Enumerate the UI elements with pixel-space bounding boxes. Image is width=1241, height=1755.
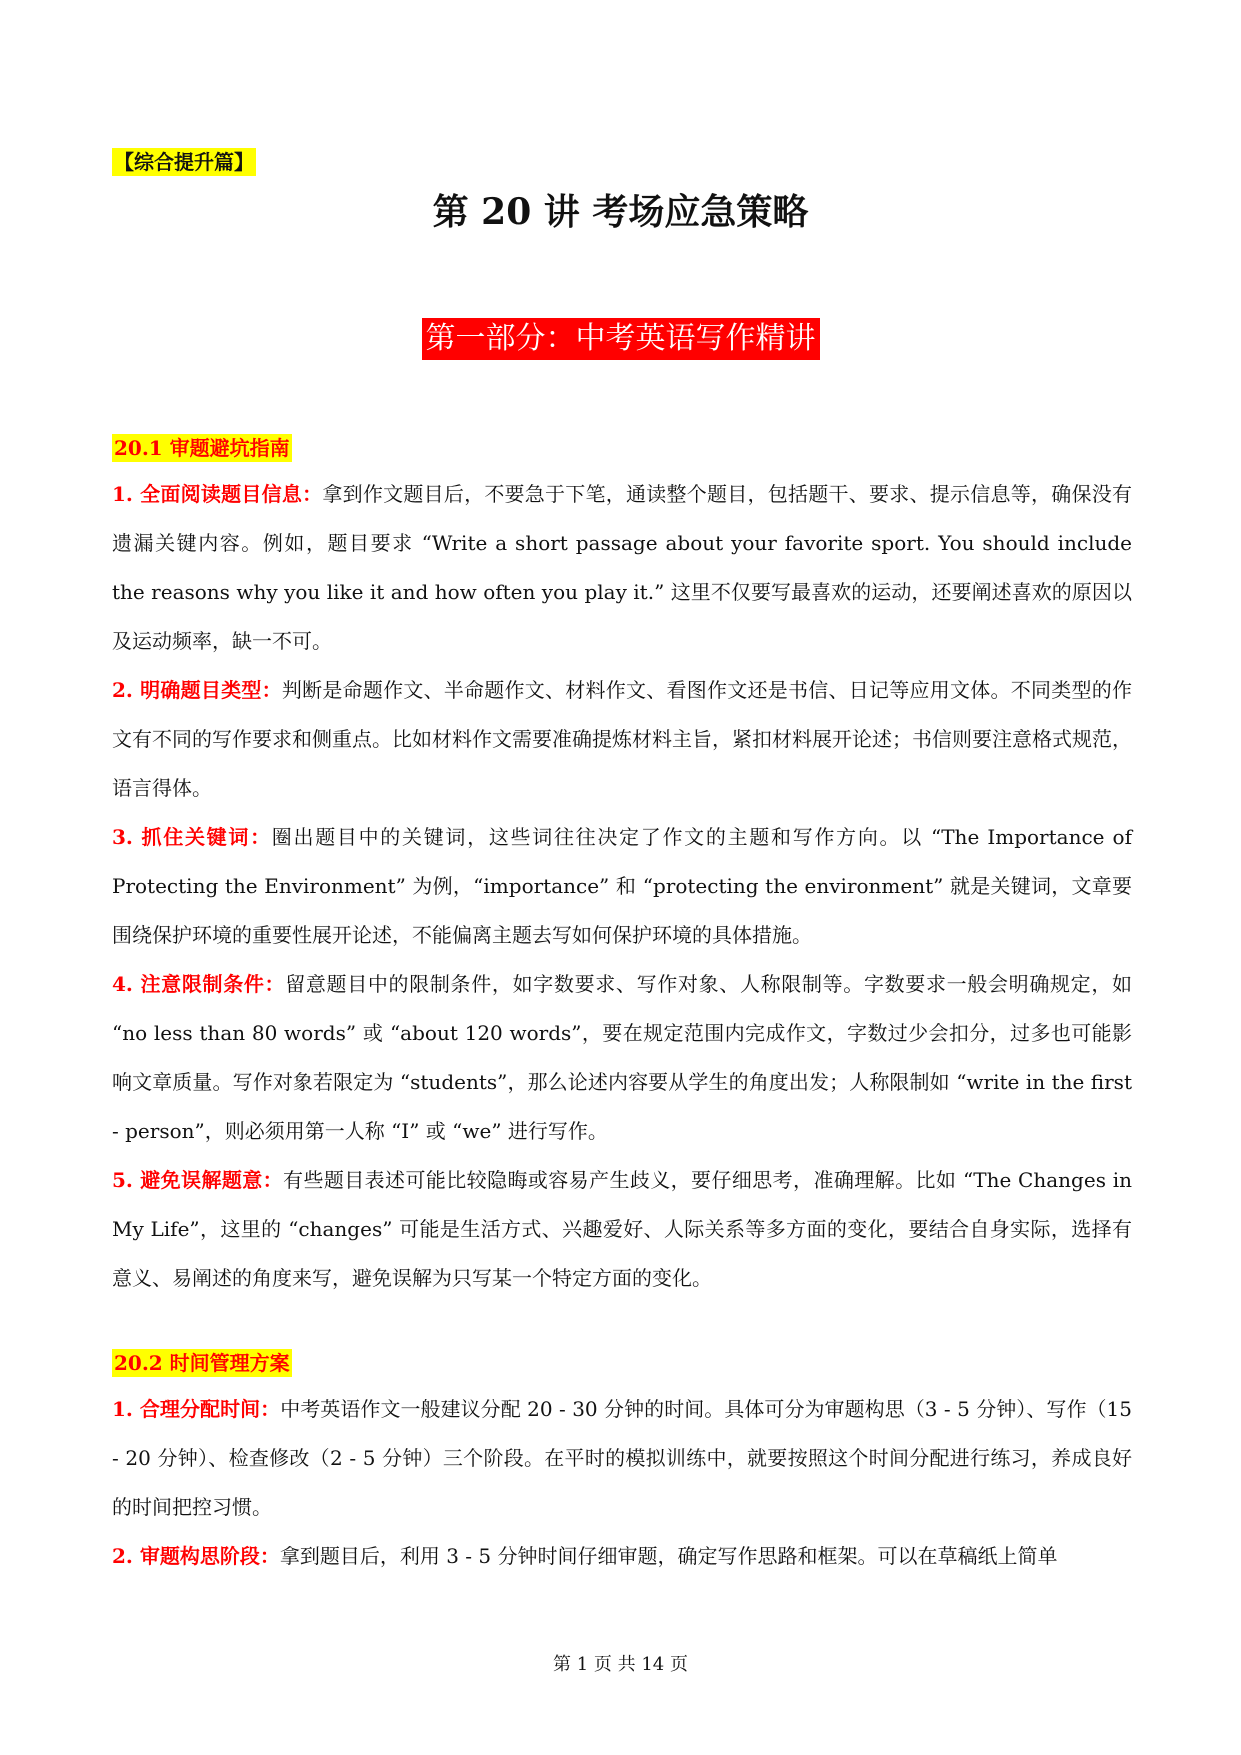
lecture-title: 第 20 讲 考场应急策略 [432, 191, 809, 233]
paragraph-item [112, 960, 1132, 1156]
item-text: 拿到作文题目后，不要急于下笔，通读整个题目，包括题干、要求、提示信息等，确保没有遗漏关键内容。例如，题目要求 “Write a short passage about your favorite sport. You should include the reasons why you like it and how often you play it.” 这里不仅要写最喜欢的运动，还要阐述喜欢的原因以及运动频率，缺一不可。 [112, 482, 1133, 653]
item-text: 留意题目中的限制条件，如字数要求、写作对象、人称限制等。字数要求一般会明确规定，如 “no less than 80 words” 或 “about 120 words”，要在规定范围内完成作文，字数过少会扣分，过多也可能影响文章质量。写作对象若限定为 “students”，那么论述内容要从学生的角度出发；人称限制如 “write in the first - person”，则必须用第一人称 “I” 或 “we” 进行写作。 [112, 972, 1132, 1143]
paragraph-item [112, 1385, 1132, 1532]
paragraph-item [112, 1532, 1132, 1581]
paragraph-item [112, 813, 1132, 960]
item-text: 圈出题目中的关键词，这些词往往决定了作文的主题和写作方向。以 “The Importance of Protecting the Environment” 为例，“importance” 和 “protecting the environment” 就是关键词，文章要围绕保护环境的重要性展开论述，不能偏离主题去写如何保护环境的具体措施。 [112, 825, 1132, 947]
paragraph-item [112, 1156, 1132, 1303]
category-tag: 【综合提升篇】 [114, 150, 254, 174]
part-title: 第一部分：中考英语写作精讲 [422, 318, 820, 360]
item-text: 拿到题目后，利用 3 - 5 分钟时间仔细审题，确定写作思路和框架。可以在草稿纸上简单 [279, 1544, 1058, 1568]
part-title-container [0, 318, 1241, 360]
item-lead: 4. 注意限制条件： [112, 972, 286, 996]
item-lead: 3. 抓住关键词： [112, 825, 272, 849]
item-text: 有些题目表述可能比较隐晦或容易产生歧义，要仔细思考，准确理解。比如 “The Changes in My Life”，这里的 “changes” 可能是生活方式、兴趣爱好、人际关系等多方面的变化，要结合自身实际，选择有意义、易阐述的角度来写，避免误解为只写某一个特定方面的变化。 [112, 1168, 1132, 1290]
paragraph-item [112, 666, 1132, 813]
item-lead: 2. 明确题目类型： [112, 678, 282, 702]
item-lead: 5. 避免误解题意： [112, 1168, 284, 1192]
section-body-20-1 [112, 470, 1132, 1303]
item-text: 判断是命题作文、半命题作文、材料作文、看图作文还是书信、日记等应用文体。不同类型的作文有不同的写作要求和侧重点。比如材料作文需要准确提炼材料主旨，紧扣材料展开论述；书信则要注意格式规范，语言得体。 [112, 678, 1132, 800]
item-lead: 1. 全面阅读题目信息： [112, 482, 323, 506]
section-body-20-2 [112, 1385, 1132, 1581]
page-footer: 第 1 页 共 14 页 [553, 1654, 688, 1675]
item-lead: 1. 合理分配时间： [112, 1397, 281, 1421]
section-heading-20-2: 20.2 时间管理方案 [114, 1351, 290, 1375]
paragraph-item [112, 470, 1132, 666]
section-heading-20-1: 20.1 审题避坑指南 [114, 436, 290, 460]
item-text: 中考英语作文一般建议分配 20 - 30 分钟的时间。具体可分为审题构思（3 - 5 分钟）、写作（15 - 20 分钟）、检查修改（2 - 5 分钟）三个阶段。在平时的模拟训练中，就要按照这个时间分配进行练习，养成良好的时间把控习惯。 [112, 1397, 1132, 1519]
item-lead: 2. 审题构思阶段： [112, 1544, 280, 1568]
